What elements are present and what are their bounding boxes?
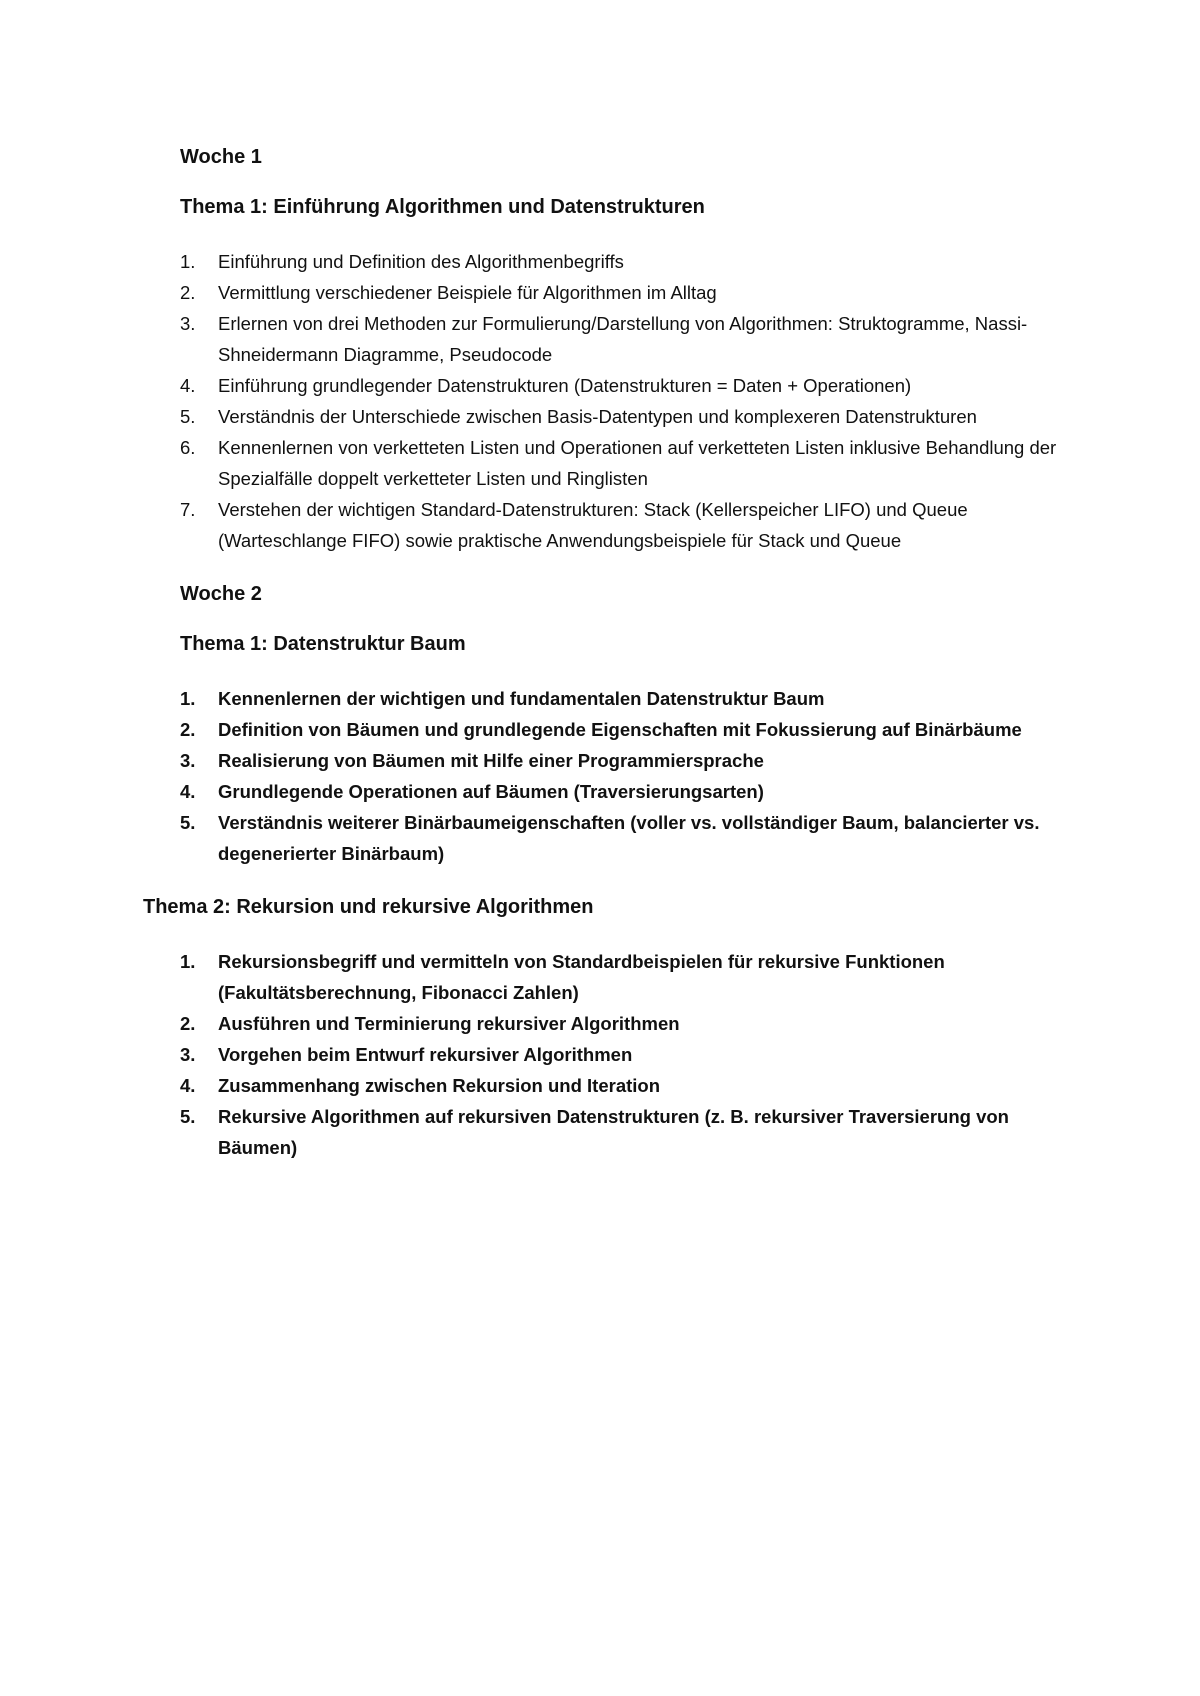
- list-item: [180, 1039, 1080, 1070]
- week-1-topic-1-list: [180, 246, 1080, 556]
- list-item-number: 1.: [180, 951, 196, 972]
- list-item: [180, 776, 1080, 807]
- list-item-number: 5.: [180, 1106, 196, 1127]
- list-item: [180, 946, 1080, 1008]
- list-item-number: 6.: [180, 437, 196, 458]
- list-item-number: 1.: [180, 251, 196, 272]
- list-item-text: Vorgehen beim Entwurf rekursiver Algorithmen: [218, 1044, 633, 1065]
- list-item-number: 3.: [180, 750, 196, 771]
- list-item-number: 2.: [180, 719, 196, 740]
- list-item-text: Verständnis der Unterschiede zwischen Basis-Datentypen und komplexeren Datenstrukturen: [218, 406, 977, 427]
- week-1-topic-1-heading: Thema 1: Einführung Algorithmen und Datenstrukturen: [180, 196, 705, 218]
- week-2-topic-2-list: [180, 946, 1080, 1163]
- list-item: [180, 745, 1080, 776]
- list-item-number: 5.: [180, 406, 196, 427]
- week-2-topic-1-list: [180, 683, 1080, 869]
- list-item-text: Grundlegende Operationen auf Bäumen (Traversierungsarten): [218, 781, 764, 802]
- list-item-number: 4.: [180, 375, 196, 396]
- list-item-number: 7.: [180, 499, 196, 520]
- list-item-text: Einführung und Definition des Algorithmenbegriffs: [218, 251, 624, 272]
- list-item-number: 4.: [180, 781, 196, 802]
- list-item-text: Verstehen der wichtigen Standard-Datenstrukturen: Stack (Kellerspeicher LIFO) und Queue (Warteschlange FIFO) sowie praktische Anwendungsbeispiele für Stack und Queue: [218, 499, 968, 551]
- list-item-text: Ausführen und Terminierung rekursiver Algorithmen: [218, 1013, 680, 1034]
- list-item: [180, 432, 1080, 494]
- list-item-text: Rekursionsbegriff und vermitteln von Standardbeispielen für rekursive Funktionen (Fakultätsberechnung, Fibonacci Zahlen): [218, 951, 945, 1003]
- week-2-topic-2-heading: Thema 2: Rekursion und rekursive Algorithmen: [143, 896, 594, 918]
- week-1-heading: Woche 1: [180, 146, 262, 168]
- list-item: [180, 1008, 1080, 1039]
- list-item: [180, 308, 1080, 370]
- list-item-number: 3.: [180, 1044, 196, 1065]
- list-item: [180, 370, 1080, 401]
- list-item-text: Einführung grundlegender Datenstrukturen (Datenstrukturen = Daten + Operationen): [218, 375, 912, 396]
- list-item-number: 3.: [180, 313, 196, 334]
- list-item: [180, 683, 1080, 714]
- list-item-text: Verständnis weiterer Binärbaumeigenschaften (voller vs. vollständiger Baum, balancierter vs. degenerierter Binärbaum): [218, 812, 1040, 864]
- list-item: [180, 277, 1080, 308]
- list-item-number: 2.: [180, 1013, 196, 1034]
- list-item-text: Zusammenhang zwischen Rekursion und Iteration: [218, 1075, 661, 1096]
- list-item-number: 4.: [180, 1075, 196, 1096]
- list-item-text: Realisierung von Bäumen mit Hilfe einer Programmiersprache: [218, 750, 764, 771]
- list-item: [180, 494, 1080, 556]
- list-item-text: Erlernen von drei Methoden zur Formulierung/Darstellung von Algorithmen: Struktogramme, Nassi-Shneidermann Diagramme, Pseudocode: [218, 313, 1028, 365]
- list-item-text: Kennenlernen von verketteten Listen und Operationen auf verketteten Listen inklusive Behandlung der Spezialfälle doppelt verketteter Listen und Ringlisten: [218, 437, 1057, 489]
- week-2-topic-1-heading: Thema 1: Datenstruktur Baum: [180, 633, 466, 655]
- list-item: [180, 1070, 1080, 1101]
- list-item-number: 2.: [180, 282, 196, 303]
- list-item: [180, 714, 1080, 745]
- list-item-text: Rekursive Algorithmen auf rekursiven Datenstrukturen (z. B. rekursiver Traversierung von Bäumen): [218, 1106, 1009, 1158]
- list-item-text: Definition von Bäumen und grundlegende Eigenschaften mit Fokussierung auf Binärbäume: [218, 719, 1022, 740]
- list-item: [180, 401, 1080, 432]
- list-item: [180, 246, 1080, 277]
- list-item-text: Kennenlernen der wichtigen und fundamentalen Datenstruktur Baum: [218, 688, 825, 709]
- list-item-number: 5.: [180, 812, 196, 833]
- list-item-text: Vermittlung verschiedener Beispiele für Algorithmen im Alltag: [218, 282, 717, 303]
- week-2-heading: Woche 2: [180, 583, 262, 605]
- list-item: [180, 1101, 1080, 1163]
- list-item: [180, 807, 1080, 869]
- list-item-number: 1.: [180, 688, 196, 709]
